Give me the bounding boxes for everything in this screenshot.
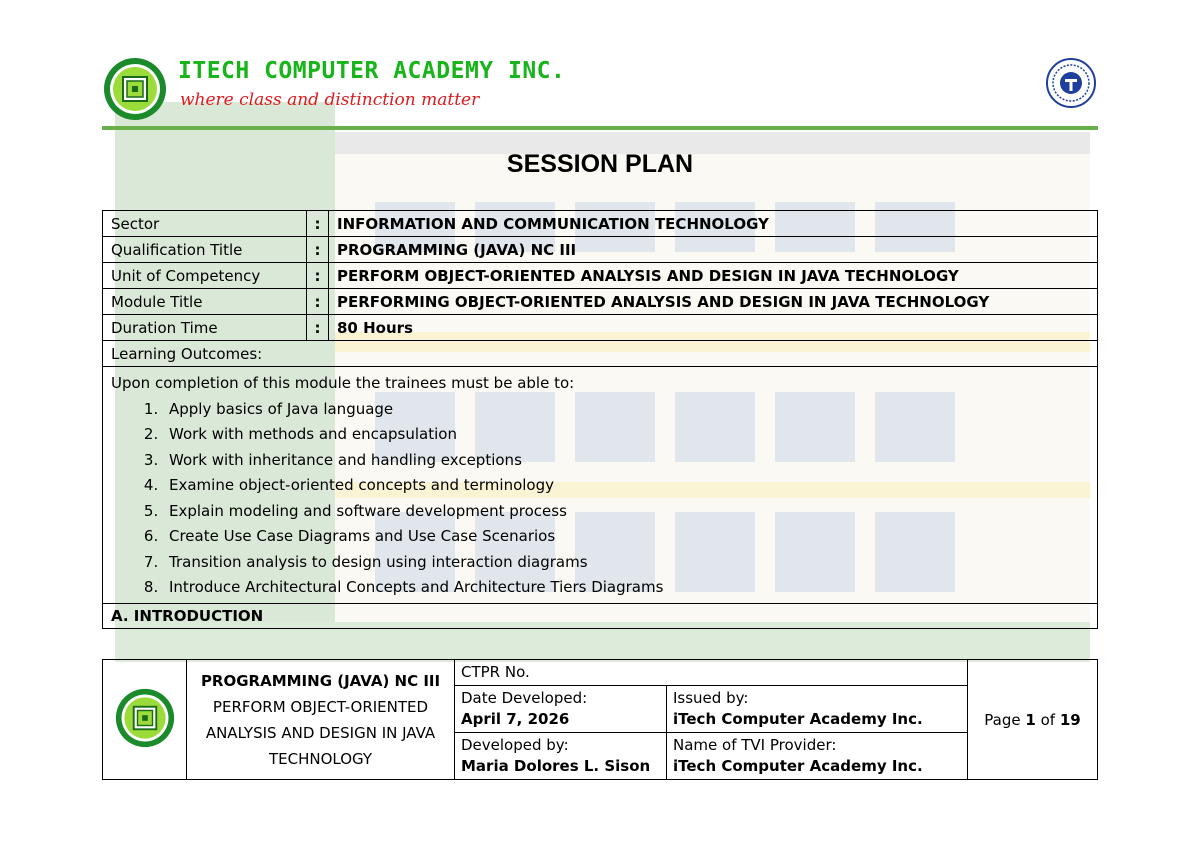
footer-qualification: PROGRAMMING (JAVA) NC III [200,671,441,690]
list-item: 3. Work with inheritance and handling exceptions [163,448,1089,474]
row-colon: : [307,237,329,263]
tvi-provider-label: Name of TVI Provider: [673,736,837,754]
page-of: of [1040,710,1056,729]
row-value: INFORMATION AND COMMUNICATION TECHNOLOGY [329,211,1098,237]
developed-by-label: Developed by: [461,736,569,754]
page-number-cell [968,660,1098,780]
row-colon: : [307,263,329,289]
row-colon: : [307,289,329,315]
row-label: Module Title [103,289,307,315]
date-developed-value: April 7, 2026 [461,710,570,728]
footer-logo-cell [103,660,187,780]
document-footer [102,659,1098,780]
page-total: 19 [1059,710,1081,729]
info-row-module-title [103,289,1098,315]
info-row-sector [103,211,1098,237]
section-a-row [103,603,1098,628]
learning-outcomes-header-row [103,341,1098,367]
learning-outcomes-intro: Upon completion of this module the trainees must be able to: [111,374,575,392]
list-item: 2. Work with methods and encapsulation [163,422,1089,448]
list-item: 8. Introduce Architectural Concepts and Architecture Tiers Diagrams [163,575,1089,601]
row-value: PERFORM OBJECT-ORIENTED ANALYSIS AND DESIGN IN JAVA TECHNOLOGY [329,263,1098,289]
date-developed-cell [455,686,667,733]
tesda-seal-icon [1046,58,1096,108]
row-value: 80 Hours [329,315,1098,341]
ctpr-cell [455,660,968,686]
list-item: 5. Explain modeling and software development process [163,499,1089,525]
section-a-heading: A. INTRODUCTION [103,603,1098,628]
list-item: 1. Apply basics of Java language [163,397,1089,423]
academy-logo-small [114,687,176,749]
learning-outcomes-list [163,397,1089,601]
row-label: Unit of Competency [103,263,307,289]
row-value: PERFORMING OBJECT-ORIENTED ANALYSIS AND DESIGN IN JAVA TECHNOLOGY [329,289,1098,315]
page-prefix: Page [984,710,1021,729]
row-colon: : [307,211,329,237]
row-value: PROGRAMMING (JAVA) NC III [329,237,1098,263]
learning-outcomes-label: Learning Outcomes: [103,341,1098,367]
footer-course-title [187,660,455,780]
header-divider [102,126,1098,130]
brand-name: ITECH COMPUTER ACADEMY INC. [178,58,566,84]
info-row-unit-of-competency [103,263,1098,289]
tvi-provider-value: iTech Computer Academy Inc. [673,757,923,775]
brand-tagline: where class and distinction matter [180,90,480,110]
row-label: Duration Time [103,315,307,341]
footer-unit: PERFORM OBJECT-ORIENTED ANALYSIS AND DESIGN IN JAVA TECHNOLOGY [205,697,436,768]
academy-logo [102,56,168,122]
issued-by-value: iTech Computer Academy Inc. [673,710,923,728]
issued-by-cell [667,686,968,733]
session-plan-table [102,210,1098,629]
developed-by-value: Maria Dolores L. Sison [461,757,651,775]
list-item: 4. Examine object-oriented concepts and terminology [163,473,1089,499]
info-row-qualification [103,237,1098,263]
page-current: 1 [1025,710,1036,729]
row-label: Sector [103,211,307,237]
row-colon: : [307,315,329,341]
info-row-duration [103,315,1098,341]
page-title: SESSION PLAN [506,150,694,178]
issued-by-label: Issued by: [673,689,749,707]
list-item: 7. Transition analysis to design using interaction diagrams [163,550,1089,576]
developed-by-cell [455,733,667,780]
date-developed-label: Date Developed: [461,689,588,707]
list-item: 6. Create Use Case Diagrams and Use Case Scenarios [163,524,1089,550]
page-header [102,48,1098,132]
learning-outcomes-row [103,367,1098,604]
ctpr-label: CTPR No. [461,663,530,681]
row-label: Qualification Title [103,237,307,263]
learning-outcomes-cell [103,367,1098,604]
tvi-provider-cell [667,733,968,780]
